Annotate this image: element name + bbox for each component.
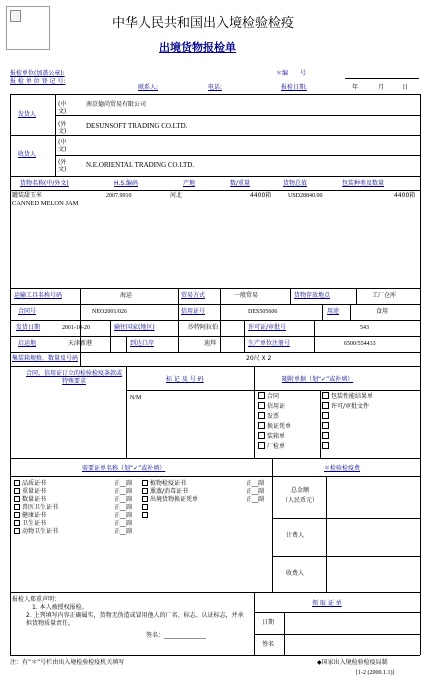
total-label: 总金额 （人民币元） bbox=[281, 487, 318, 504]
year-label: 年 bbox=[352, 84, 359, 91]
license-value: 543 bbox=[360, 325, 369, 331]
arrival-value: 迪拜 bbox=[204, 340, 217, 347]
logo-placeholder bbox=[6, 6, 50, 50]
producer-label: 生产单位注册号 bbox=[248, 340, 291, 347]
cert-checkbox-item[interactable] bbox=[14, 496, 132, 504]
doc-checkbox-item[interactable] bbox=[258, 442, 291, 452]
cert-checkbox-item[interactable] bbox=[14, 504, 132, 512]
broken-image-icon bbox=[10, 10, 21, 22]
doc-checkbox-item[interactable] bbox=[258, 412, 291, 422]
cert-name: 卫生证书 bbox=[22, 520, 47, 527]
cert-name: 数量证书 bbox=[22, 496, 47, 503]
checkbox-icon[interactable] bbox=[14, 488, 20, 494]
marks-label: 标 记 及 号 码 bbox=[166, 376, 204, 383]
checkbox-icon[interactable] bbox=[142, 488, 148, 494]
means-label: 运输工具名称号码 bbox=[14, 292, 63, 299]
declaration-line2: 2. 上列填写内容正确属实，货物无伪造或冒用他人的厂名、标志、认证标志，并承担货物质量责任。 bbox=[26, 612, 244, 627]
footer-code: [1-2 (2000.1.1)] bbox=[356, 670, 395, 676]
cert-copies: 正__副 bbox=[245, 488, 264, 495]
contact-label: 联系人: bbox=[138, 84, 159, 91]
certs-left-list bbox=[14, 480, 132, 536]
applicant-label: 报检单位(加盖公章): bbox=[10, 70, 65, 77]
receipt-date-label: 日期 bbox=[262, 619, 275, 626]
dest-country-value: 沙特阿拉伯 bbox=[188, 324, 219, 331]
cert-checkbox-item[interactable] bbox=[14, 480, 132, 488]
serial-label: ＊编 号 bbox=[276, 70, 307, 77]
checkbox-icon[interactable] bbox=[322, 402, 329, 409]
goods-header-hs: H.S.编码 bbox=[114, 180, 139, 187]
doc-checkbox-item[interactable] bbox=[322, 432, 373, 442]
doc-checkbox-item[interactable] bbox=[258, 432, 291, 442]
doc-checkbox-item[interactable] bbox=[322, 392, 373, 402]
contract-req-label: 合同、信用证订立的检验检疫条款或特殊要求 bbox=[26, 370, 123, 385]
cert-name: 品质证书 bbox=[22, 480, 47, 487]
cert-checkbox-item[interactable] bbox=[142, 488, 264, 496]
checkbox-icon[interactable] bbox=[258, 442, 265, 449]
start-label: 启运地 bbox=[18, 340, 37, 347]
attached-docs-left bbox=[258, 392, 291, 452]
certs-right-list bbox=[142, 480, 264, 520]
serial-line bbox=[345, 78, 419, 79]
consignee-label: 收货人 bbox=[18, 151, 37, 158]
doc-checkbox-item[interactable] bbox=[258, 422, 291, 432]
consignee-en-tag: (外文) bbox=[58, 159, 67, 173]
certs-label: 需要证单名称（划“✓”或补填） bbox=[82, 465, 166, 472]
checkbox-icon[interactable] bbox=[14, 496, 20, 502]
goods-origin: 河北 bbox=[170, 192, 183, 199]
marks-value: N/M bbox=[130, 395, 142, 401]
receipt-sign-label: 签名 bbox=[262, 641, 275, 648]
calc-label: 计费人 bbox=[286, 532, 305, 539]
dest-country-label: 输往国家(地区) bbox=[114, 324, 155, 331]
declaration-title: 报检人郑重声明： bbox=[12, 596, 61, 603]
cert-checkbox-item[interactable] bbox=[14, 528, 132, 536]
checkbox-icon[interactable] bbox=[14, 528, 20, 534]
goods-name-en: CANNED MELON JAM bbox=[12, 200, 79, 207]
declaration-sign: 签名：______________ bbox=[146, 632, 207, 639]
doc-checkbox-item[interactable] bbox=[322, 412, 373, 422]
goods-value: USD28840.00 bbox=[288, 193, 323, 199]
cert-checkbox-item[interactable] bbox=[142, 480, 264, 488]
cert-name: 动物卫生证书 bbox=[22, 528, 59, 535]
purpose-label: 用途 bbox=[327, 308, 340, 315]
receipt-label: 领 取 证 单 bbox=[312, 600, 342, 607]
checkbox-icon[interactable] bbox=[258, 432, 265, 439]
goods-header-origin: 产地 bbox=[183, 180, 196, 187]
checkbox-icon[interactable] bbox=[258, 402, 265, 409]
attached-docs-right bbox=[322, 392, 373, 452]
ship-date-value: 2001-10-20 bbox=[62, 325, 90, 331]
checkbox-icon[interactable] bbox=[258, 422, 265, 429]
lc-label: 信用证号 bbox=[181, 308, 206, 315]
checkbox-icon[interactable] bbox=[14, 512, 20, 518]
consignee-en-value: N.E.ORIENTAL TRADING CO.LTD. bbox=[86, 161, 195, 169]
checkbox-icon[interactable] bbox=[14, 480, 20, 486]
ship-date-label: 发货日期 bbox=[16, 324, 41, 331]
checkbox-label: 装箱单 bbox=[267, 433, 286, 440]
declaration-line1: 1. 本人被授权报检。 bbox=[32, 604, 88, 611]
license-label: 许可证/审批号 bbox=[248, 324, 287, 331]
checkbox-icon[interactable] bbox=[258, 412, 265, 419]
goods-header-package: 包装种类及数量 bbox=[342, 180, 385, 187]
goods-header-value: 货物总值 bbox=[283, 180, 308, 187]
phone-label: 电话: bbox=[208, 84, 223, 91]
checkbox-icon[interactable] bbox=[142, 512, 148, 518]
doc-checkbox-item[interactable] bbox=[258, 402, 291, 412]
registration-label: 报 检 单 位 登 记 号: bbox=[10, 78, 66, 85]
cert-name: 兽医卫生证书 bbox=[22, 504, 59, 511]
form-title: 中华人民共和国出入境检验检疫 bbox=[112, 16, 295, 31]
checkbox-icon[interactable] bbox=[322, 432, 329, 439]
footer-note: 注：有“＊”号栏由出入境检验检疫机关填写 bbox=[10, 659, 125, 666]
shipper-zh-tag: (中文) bbox=[58, 101, 67, 115]
purpose-value: 食用 bbox=[376, 308, 389, 315]
contract-value: NEO2001/026 bbox=[92, 309, 127, 315]
cert-copies: 正__副 bbox=[113, 504, 132, 511]
cert-checkbox-item[interactable] bbox=[142, 496, 264, 504]
goods-header-name: 货物名称(中/外文) bbox=[20, 180, 69, 187]
checkbox-icon[interactable] bbox=[142, 504, 148, 510]
goods-name-zh: 罐装甜玉米 bbox=[12, 192, 43, 199]
checkbox-label: 换证凭单 bbox=[267, 423, 292, 430]
checkbox-icon[interactable] bbox=[142, 480, 148, 486]
fee-label: ＊检验检疫费 bbox=[324, 465, 361, 472]
shipper-zh-value: 南京德尚贸易有限公司 bbox=[86, 101, 147, 108]
cert-name: 出境货物换证凭单 bbox=[150, 496, 199, 503]
goods-quantity: 4400箱 bbox=[250, 192, 272, 199]
checkbox-icon[interactable] bbox=[142, 496, 148, 502]
docs-label: 随附单据（划“✓”或补填） bbox=[282, 376, 354, 383]
cert-name: 重量证书 bbox=[22, 488, 47, 495]
cert-checkbox-item[interactable] bbox=[142, 512, 264, 520]
goods-package: 4400箱 bbox=[394, 192, 416, 199]
producer-value: 6500/554433 bbox=[344, 341, 376, 347]
goods-header-qty: 数/重量 bbox=[230, 180, 251, 187]
checkbox-icon[interactable] bbox=[322, 422, 329, 429]
checkbox-icon[interactable] bbox=[322, 412, 329, 419]
checkbox-icon[interactable] bbox=[258, 392, 265, 399]
checkbox-label: 合同 bbox=[267, 393, 280, 400]
checkbox-label: 包装性能结果单 bbox=[331, 393, 374, 400]
month-label: 月 bbox=[378, 84, 385, 91]
cert-checkbox-item[interactable] bbox=[14, 520, 132, 528]
cert-copies: 正__副 bbox=[113, 496, 132, 503]
checkbox-icon[interactable] bbox=[322, 392, 329, 399]
storage-value: 工厂仓库 bbox=[372, 292, 397, 299]
cert-copies: 正__副 bbox=[113, 520, 132, 527]
charge-label: 收费人 bbox=[286, 570, 305, 577]
checkbox-icon[interactable] bbox=[14, 520, 20, 526]
trade-value: 一般贸易 bbox=[234, 292, 259, 299]
cert-copies: 正__副 bbox=[113, 528, 132, 535]
date-label: 报检日期: bbox=[281, 84, 308, 91]
arrival-label: 到达口岸 bbox=[130, 340, 155, 347]
shipper-label: 发货人 bbox=[18, 111, 37, 118]
doc-checkbox-item[interactable] bbox=[258, 392, 291, 402]
lc-value: DES505606 bbox=[248, 309, 278, 315]
day-label: 日 bbox=[402, 84, 409, 91]
cert-name: 健康证书 bbox=[22, 512, 47, 519]
cert-name: 植物检疫证书 bbox=[150, 480, 187, 487]
cert-checkbox-item[interactable] bbox=[142, 504, 264, 512]
cert-copies: 正__副 bbox=[113, 512, 132, 519]
shipper-en-tag: (外文) bbox=[58, 121, 67, 135]
form-subtitle: 出境货物报检单 bbox=[159, 41, 236, 54]
cert-copies: 正__副 bbox=[245, 480, 264, 487]
checkbox-label: 许可/审批文件 bbox=[331, 403, 370, 410]
consignee-zh-tag: (中文) bbox=[58, 139, 67, 153]
checkbox-label: 发票 bbox=[267, 413, 280, 420]
checkbox-icon[interactable] bbox=[322, 442, 329, 449]
storage-label: 货物存放地点 bbox=[294, 292, 331, 299]
doc-checkbox-item[interactable] bbox=[322, 422, 373, 432]
cert-copies: 正__副 bbox=[113, 480, 132, 487]
contract-label: 合同号 bbox=[18, 308, 37, 315]
cert-checkbox-item[interactable] bbox=[14, 488, 132, 496]
checkbox-label: 厂检单 bbox=[267, 443, 286, 450]
cert-name: 熏蒸/消毒证书 bbox=[150, 488, 189, 495]
cert-copies: 正__副 bbox=[113, 488, 132, 495]
doc-checkbox-item[interactable] bbox=[322, 442, 373, 452]
checkbox-label: 信用证 bbox=[267, 403, 286, 410]
cert-copies: 正__副 bbox=[245, 496, 264, 503]
container-value: 20尺 X 2 bbox=[246, 355, 272, 362]
doc-checkbox-item[interactable] bbox=[322, 402, 373, 412]
footer-org: ◆国家出入境检验检疫局制 bbox=[317, 659, 388, 666]
shipper-en-value: DESUNSOFT TRADING CO.LTD. bbox=[86, 122, 188, 130]
goods-hs: 2007.9910 bbox=[106, 193, 132, 199]
cert-checkbox-item[interactable] bbox=[14, 512, 132, 520]
container-label: 集装箱规格、数量及号码 bbox=[12, 355, 79, 362]
start-value: 天津新港 bbox=[68, 340, 93, 347]
checkbox-icon[interactable] bbox=[14, 504, 20, 510]
means-value: 海运 bbox=[120, 292, 133, 299]
trade-label: 贸易方式 bbox=[181, 292, 206, 299]
